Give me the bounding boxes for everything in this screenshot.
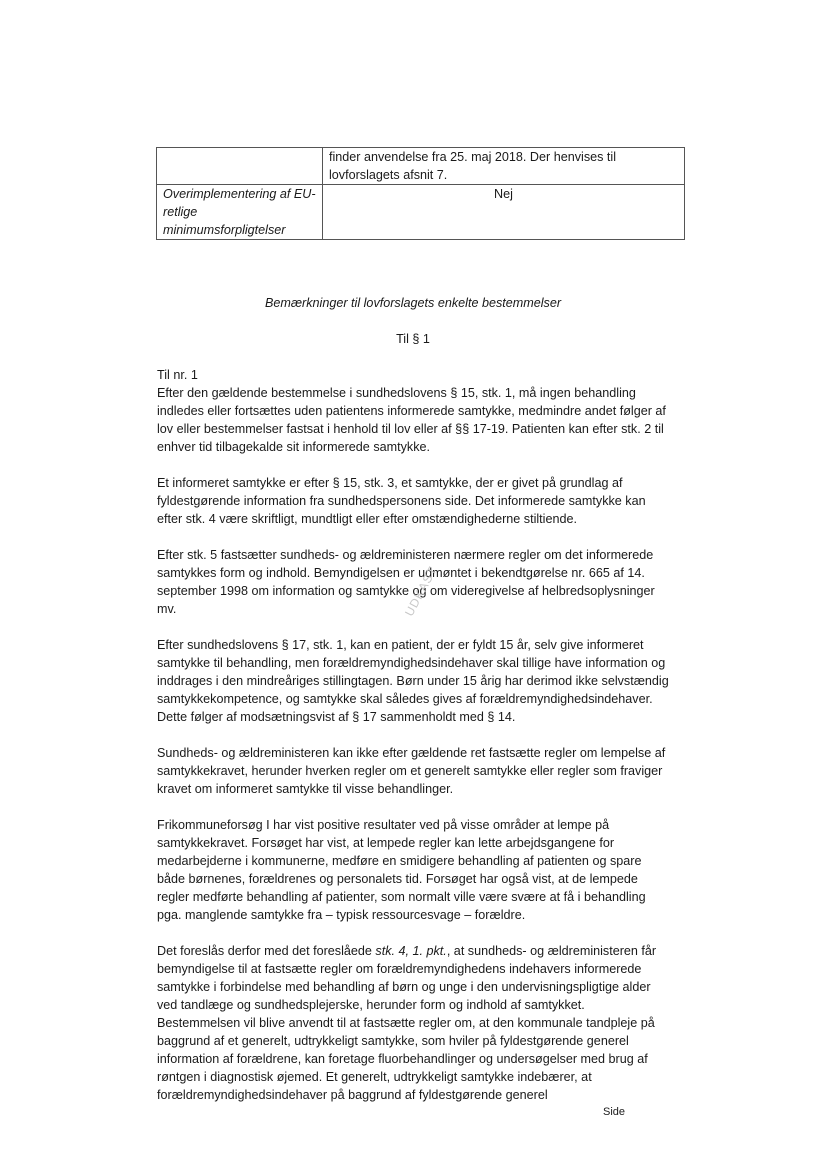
page-footer: Side bbox=[603, 1106, 626, 1118]
table-cell-value: finder anvendelse fra 25. maj 2018. Der henvises til lovforslagets afsnit 7. bbox=[323, 148, 685, 185]
draft-watermark: UDKAST bbox=[402, 563, 441, 619]
table-row bbox=[157, 148, 685, 185]
section-heading: Bemærkninger til lovforslagets enkelte bestemmelser bbox=[264, 296, 562, 310]
item-heading: Til nr. 1 bbox=[157, 368, 198, 382]
paragraph bbox=[157, 942, 671, 1104]
table-cell-label bbox=[157, 148, 323, 185]
paragraph-text: Det foreslås derfor med det foreslåede bbox=[157, 944, 376, 958]
paragraph: Et informeret samtykke er efter § 15, stk. 3, et samtykke, der er givet på grundlag af fyldestgørende information fra sundhedspersonens side. Det informerede samtykke kan efter stk. 4 være skriftligt, mundtligt eller efter omstændighederne stiltiende. bbox=[157, 476, 646, 526]
paragraph: Efter den gældende bestemmelse i sundhedslovens § 15, stk. 1, må ingen behandling indledes eller fortsættes uden patientens informerede samtykke, medmindre andet følger af lov eller bestemmelser fastsat i henhold til lov eller af §§ 17-19. Patienten kan efter stk. 2 til enhver tid tilbagekalde sit informerede samtykke. bbox=[157, 386, 666, 454]
paragraph: Frikommuneforsøg I har vist positive resultater ved på visse områder at lempe på samtykkekravet. Forsøget har vist, at lempede regler kan lette arbejdsgangene for medarbejderne i kommunerne, medføre en smidigere behandling af patienten og spare både børnenes, forældrenes og personalets tid. Forsøget har også vist, at de lempede regler medførte behandling af patienter, som normalt ville være svære at få i behandling pga. manglende samtykke fra – typisk ressourcesvage – forældre. bbox=[157, 818, 646, 922]
paragraph: Efter sundhedslovens § 17, stk. 1, kan en patient, der er fyldt 15 år, selv give informeret samtykke til behandling, men forældremyndighedsindehaver skal tillige have information og inddrages i den mindreåriges stillingtagen. Børn under 15 årig har derimod ikke selvstændig samtykkekompetence, og samtykke skal således gives af forældremyndighedsindehaver. Dette følger af modsætningsvist af § 17 sammenholdt med § 14. bbox=[157, 638, 669, 724]
paragraph-emphasis: stk. 4, 1. pkt. bbox=[375, 944, 447, 958]
section-subheading: Til § 1 bbox=[396, 332, 430, 346]
paragraph: Efter stk. 5 fastsætter sundheds- og ældreministeren nærmere regler om det informerede samtykkes form og indhold. Bemyndigelsen er udmøntet i bekendtgørelse nr. 665 af 14. september 1998 om information og samtykke og om videregivelse af helbredsoplysninger mv. bbox=[157, 548, 655, 616]
paragraph: Sundheds- og ældreministeren kan ikke efter gældende ret fastsætte regler om lempelse af samtykkekravet, herunder hverken regler om et generelt samtykke eller regler som fraviger kravet om informeret samtykke til visse behandlinger. bbox=[157, 746, 666, 796]
table-row bbox=[157, 185, 685, 240]
info-table bbox=[156, 147, 685, 240]
table-cell-label: Overimplementering af EU-retlige minimumsforpligtelser bbox=[157, 185, 323, 240]
table-cell-value: Nej bbox=[323, 185, 685, 240]
paragraph-text: , at sundheds- og ældreministeren får bemyndigelse til at fastsætte regler om forældremyndighedens indehavers informerede samtykke i forbindelse med behandling af børn og unge i den undervisningspligtige alder ved tandlæge og sundhedsplejerske, herunder form og indhold af samtykket. Bestemmelsen vil blive anvendt til at fastsætte regler om, at den kommunale tandpleje på baggrund af et generelt, udtrykkeligt samtykke, som hviler på fyldestgørende generel information af forældrene, kan foretage fluorbehandlinger og undersøgelser med brug af røntgen i diagnostisk øjemed. Et generelt, udtrykkeligt samtykke indebærer, at forældremyndighedsindehaver på baggrund af fyldestgørende generel bbox=[157, 944, 657, 1102]
body-text bbox=[157, 366, 671, 1122]
